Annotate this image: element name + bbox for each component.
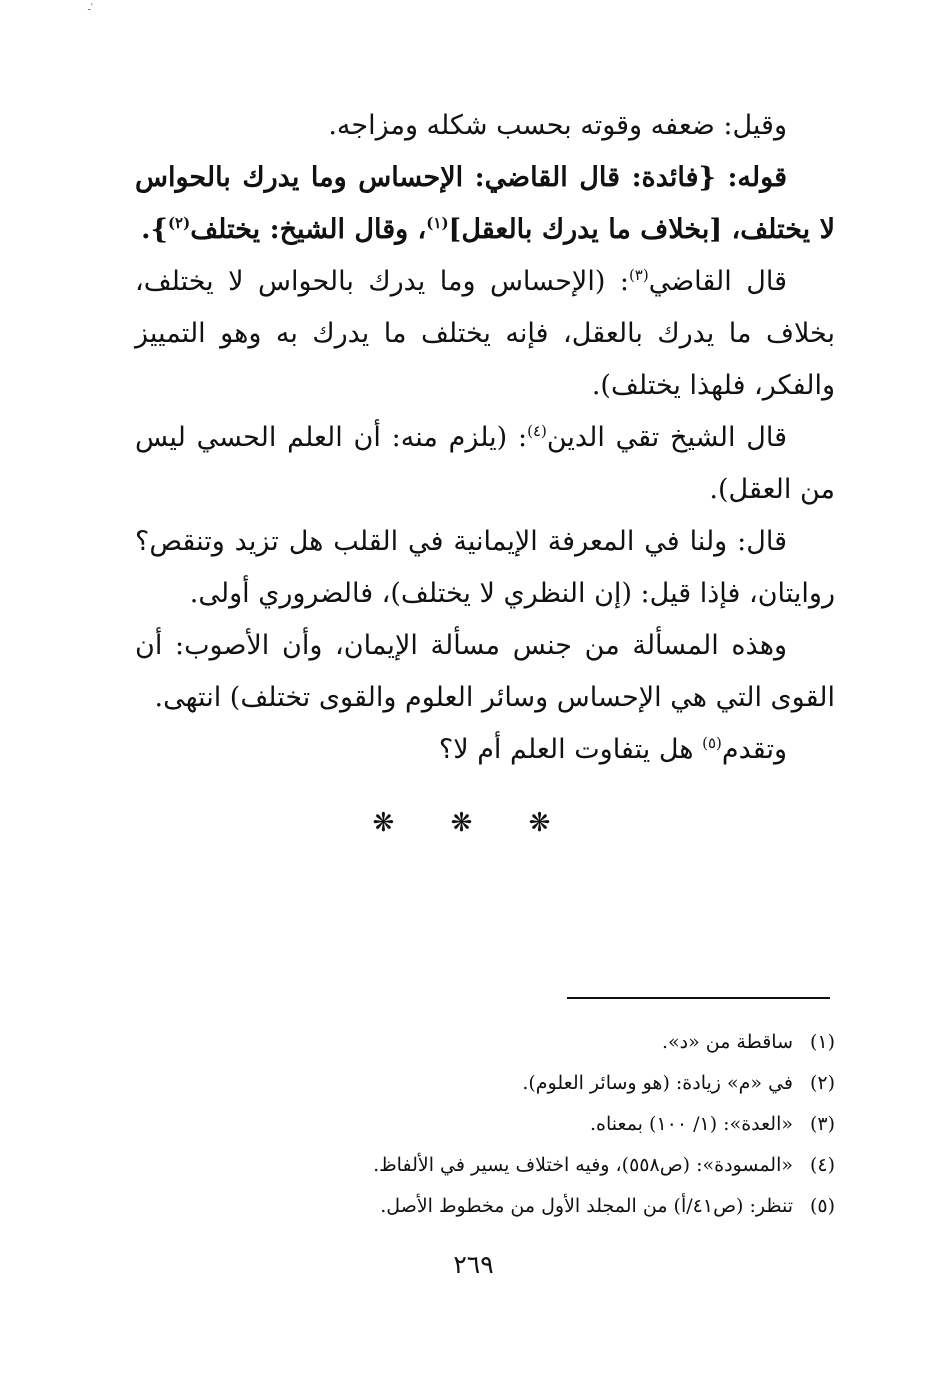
main-text: [135, 100, 835, 776]
footnote-5: (٥)تنظر: (ص٤١/أ) من المجلد الأول من مخطوط الأصل.: [380, 1195, 835, 1217]
footnote-ref-3: (٣): [628, 266, 649, 284]
scan-mark: ـ': [88, 3, 94, 13]
section-separator: ❋ ❋ ❋: [372, 808, 575, 838]
footnote-3: (٣)«العدة»: (١/ ١٠٠) بمعناه.: [590, 1113, 835, 1135]
footnote-1: (١)ساقطة من «د».: [661, 1031, 835, 1053]
paragraph-2: قوله: {فائدة: قال القاضي: الإحساس وما يدرك بالحواس لا يختلف، [بخلاف ما يدرك بالعقل]$^{(١)}$، وقال الشيخ: يختلف$^{(٢)}$}.: [135, 162, 835, 245]
footnote-ref-1: (١): [426, 214, 449, 232]
paragraph-4: قال الشيخ تقي الدين$^{(٤)}$: (يلزم منه: أن العلم الحسي ليس من العقل).: [135, 422, 835, 505]
paragraph-5: قال: ولنا في المعرفة الإيمانية في القلب هل تزيد وتنقص؟ روايتان، فإذا قيل: (إن النظري لا يختلف)، فالضروري أولى.: [135, 526, 835, 609]
paragraph-1: وقيل: ضعفه وقوته بحسب شكله ومزاجه.: [328, 110, 787, 141]
footnotes: [135, 1022, 835, 1227]
page-number: ٢٦٩: [453, 1250, 494, 1279]
footnote-2: (٢)في «م» زيادة: (هو وسائر العلوم).: [522, 1072, 835, 1094]
footnote-divider: [567, 997, 830, 999]
paragraph-7: وتقدم$^{(٥)}$ هل يتفاوت العلم أم لا؟: [438, 734, 787, 765]
footnote-4: (٤)«المسودة»: (ص٥٥٨)، وفيه اختلاف يسير في الألفاظ.: [373, 1154, 835, 1176]
footnote-ref-5: (٥): [702, 734, 722, 752]
footnote-ref-4: (٤): [527, 422, 547, 440]
paragraph-6: وهذه المسألة من جنس مسألة الإيمان، وأن الأصوب: أن القوى التي هي الإحساس وسائر العلوم والقوى تختلف) انتهى.: [135, 630, 835, 713]
footnote-ref-2: (٢): [167, 214, 191, 232]
paragraph-3: قال القاضي$^{(٣)}$: (الإحساس وما يدرك بالحواس لا يختلف، بخلاف ما يدرك بالعقل، فإنه يختلف ما يدرك به وهو التمييز والفكر، فلهذا يختلف).: [135, 266, 835, 401]
